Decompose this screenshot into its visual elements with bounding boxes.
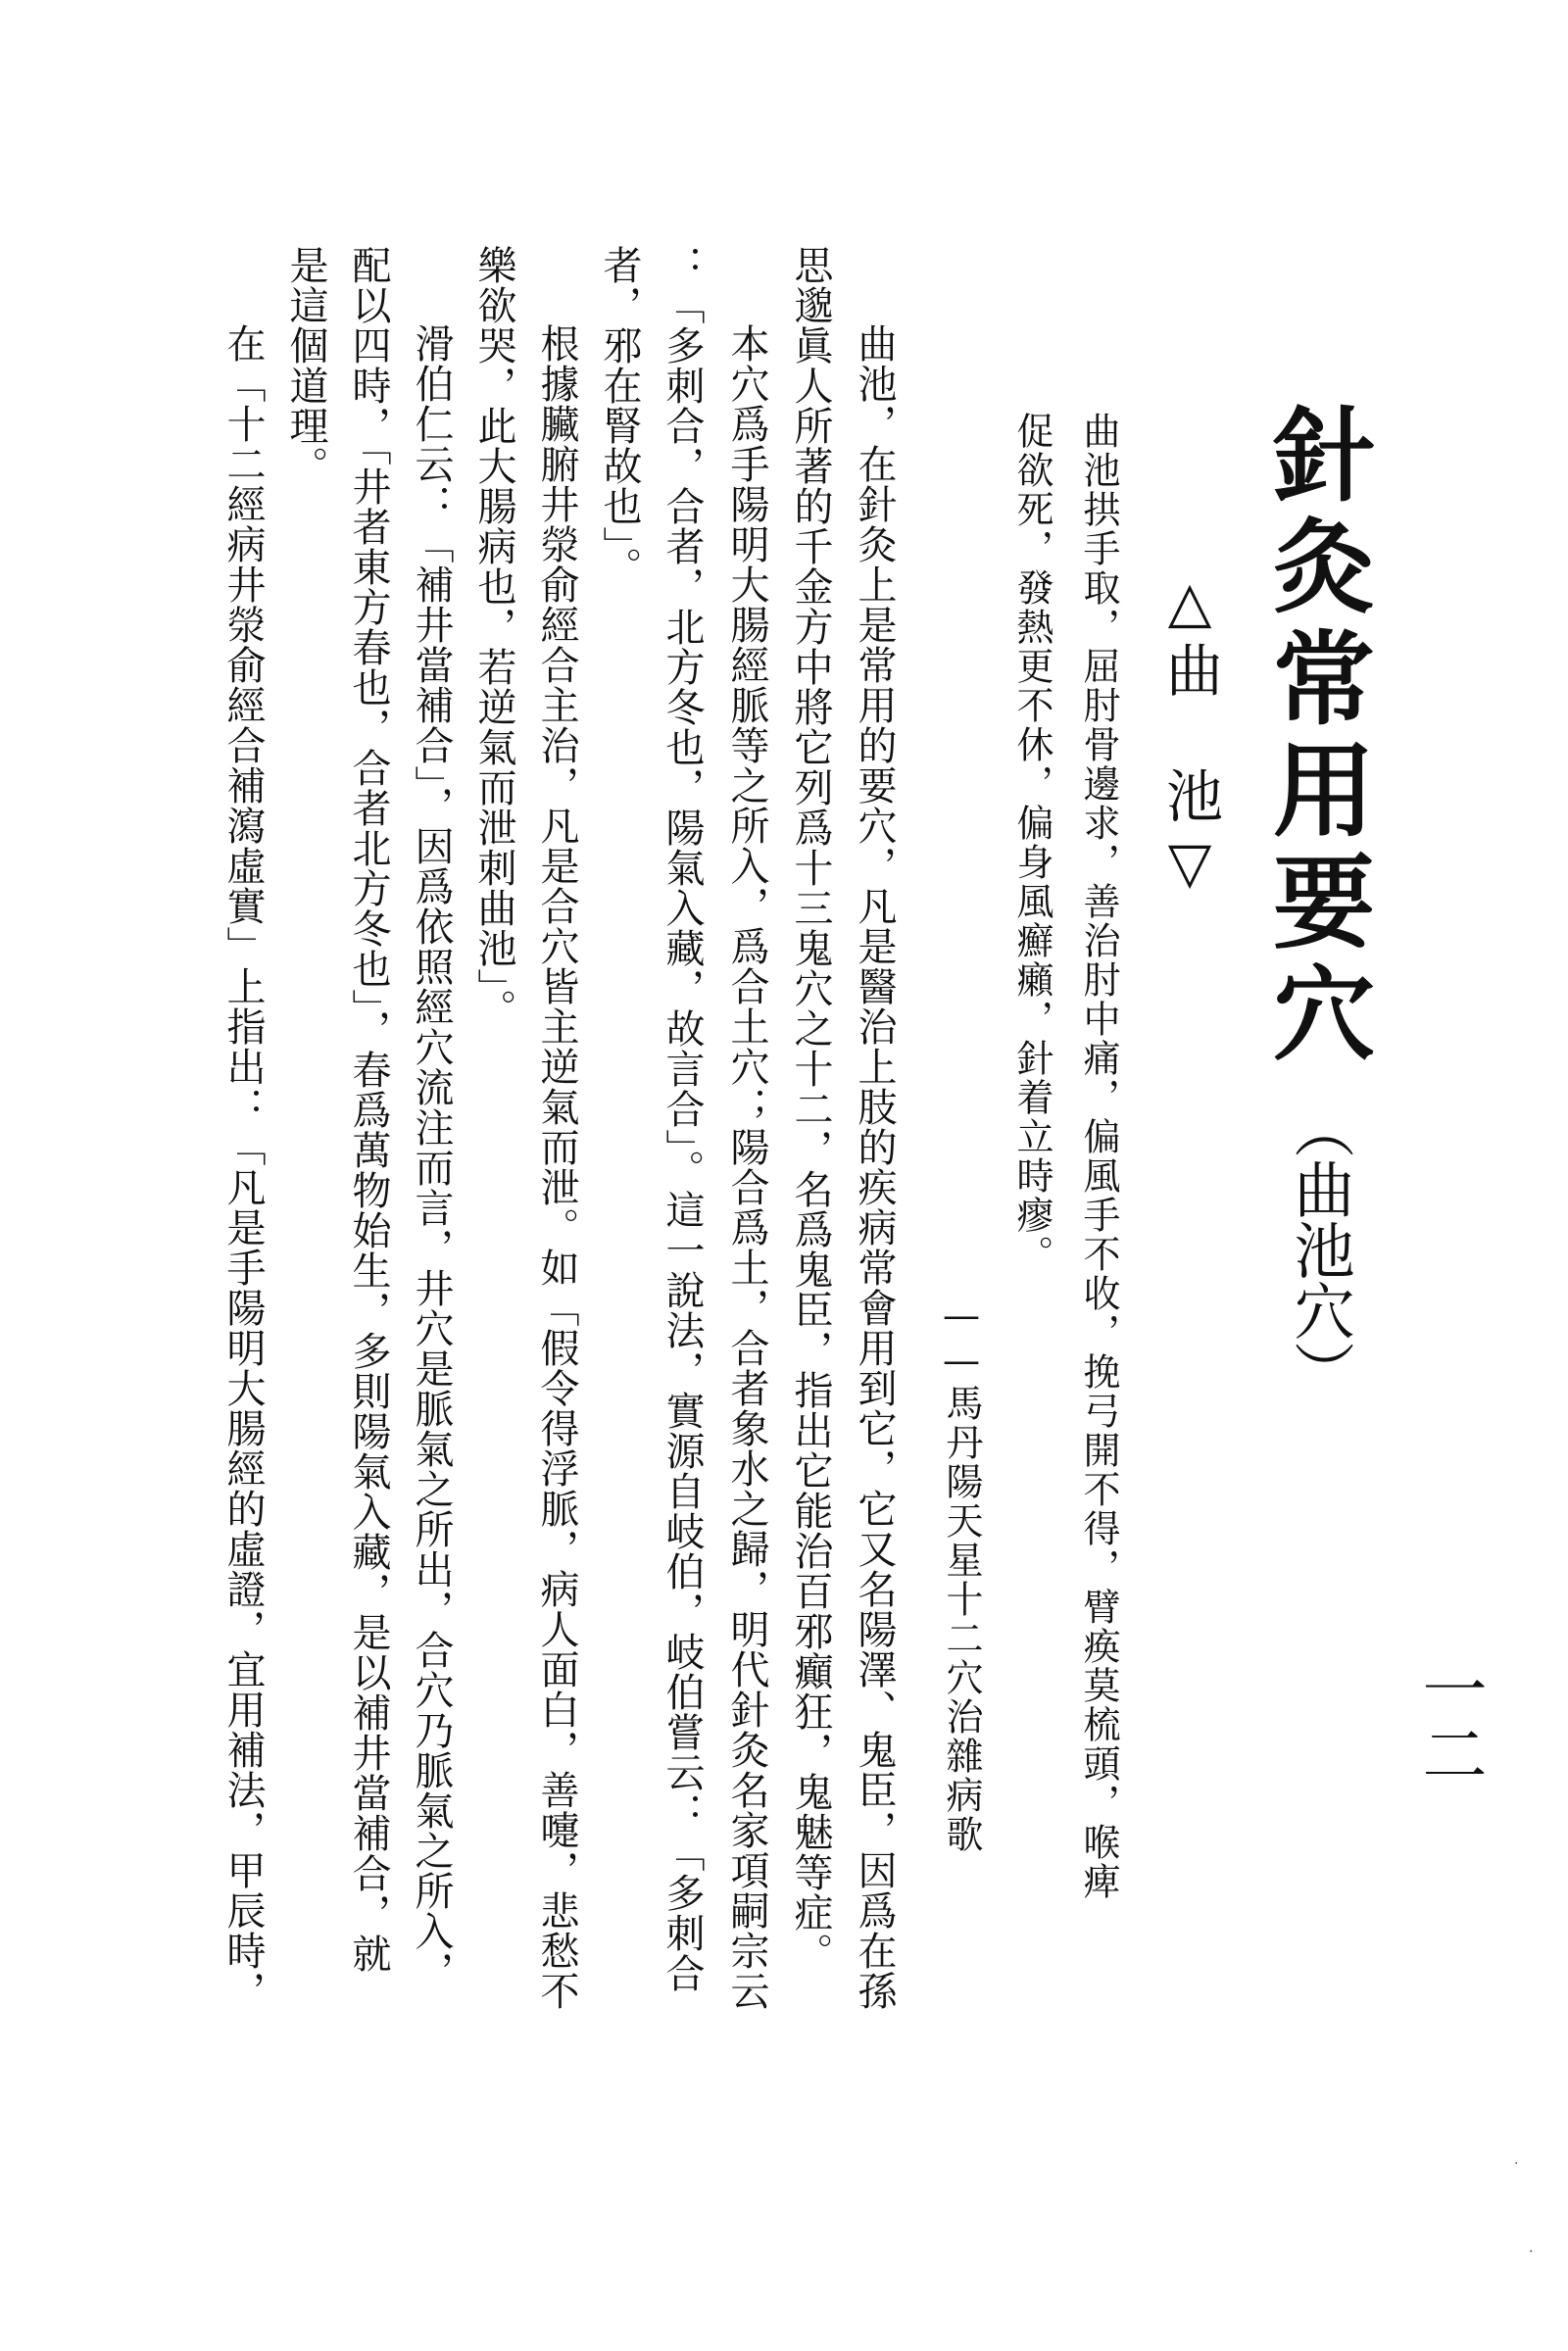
body-line: 本穴爲手陽明大腸經脈等之所入，爲合土穴；陽合爲土，合者象水之歸，明代針灸名家項嗣宗云 [724,323,769,2011]
body-line: 樂欲哭，此大腸病也，若逆氣而泄刺曲池」。 [471,245,516,1029]
page-number: 一二 [1411,1656,1487,1786]
scan-speck: · [1529,2244,1534,2260]
poem-line: 促欲死，發熱更不休，偏身風癬癩，針着立時瘳。 [1010,412,1054,1274]
scan-speck: · [1514,2156,1519,2172]
body-line: 思邈眞人所著的千金方中將它列爲十三鬼穴之十二，名爲鬼臣，指出它能治百邪癲狂，鬼魅等症。 [788,245,833,1973]
poem-line: 曲池拱手取，屈肘骨邊求，善治肘中痛，偏風手不收，挽弓開不得，臂痪莫梳頭，喉痺 [1077,412,1120,1901]
body-line: 是這個道理。 [283,245,328,486]
page-title: 針灸常用要穴 [1255,402,1376,1072]
body-line: 配以四時，「井者東方春也，合者北方冬也」，春爲萬物始生，多則陽氣入藏，是以補井當補合，就 [346,245,391,1974]
poem-attribution: ——馬丹陽天星十二穴治雜病歌 [940,1294,983,1854]
page-subtitle: （曲池穴） [1284,1098,1355,1401]
body-line: 者，邪在腎故也」。 [597,245,642,587]
body-line: 滑伯仁云：「補井當補合」，因爲依照經穴流注而言，井穴是脈氣之所出，合穴乃脈氣之所入， [409,323,454,1991]
body-line: 曲池，在針灸上是常用的要穴，凡是醫治上肢的疾病常會用到它，它又名陽澤、鬼臣，因爲在孫 [852,323,897,2011]
body-line: ：「多刺合，合者，北方冬也，陽氣入藏，故言合」。這一說法，實源自岐伯，岐伯嘗云：「多刺合 [660,245,705,1993]
body-line: 在「十二經病井滎俞經合補瀉虛實」上指出：「凡是手陽明大腸經的虛證，宜用補法，甲辰時， [220,323,266,2011]
body-line: 根據臟腑井滎俞經合主治，凡是合穴皆主逆氣而泄。如「假令得浮脈，病人面白，善嚏，悲愁不 [534,323,579,2011]
section-heading: △曲 池▽ [1156,568,1223,902]
